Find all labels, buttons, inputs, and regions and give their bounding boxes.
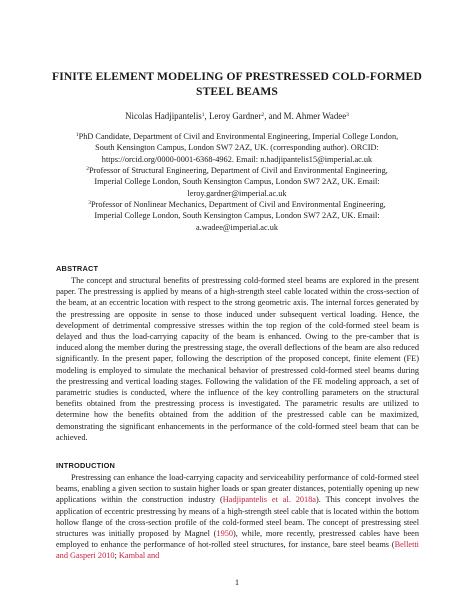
abstract-text: The concept and structural benefits of prestressing cold-formed steel beams are explored in the present paper. The prestressing is applied by means of a high-strength steel cable located within the cross-section of the beam, at an eccentric location with respect to the strong geometric axis. The internal forces generated by the prestressing are opposite in sense to those induced under subsequent vertical loading. Hence, the development of detrimental compressive stresses within the top region of the cold-formed steel beam is delayed and thus the load-carrying capacity of the beam is enhanced. Owing to the pre-camber that is induced along the member during the prestressing stage, the overall deflections of the beam are also reduced significantly. In the present paper, following the description of the proposed concept, finite element (FE) modeling is employed to simulate the mechanical behavior of prestressed cold-formed steel beams during the prestressing and vertical loading stages. Following the validation of the FE modeling approach, a set of parametric studies is conducted, where the influence of the key controlling parameters on the structural benefits obtained from the prestressing process is investigated. The parametric results are utilized to determine how the benefits obtained from the addition of the prestressed cable can be maximized, demonstrating the significant enhancements in the performance of the cold-formed steel beam that can be achieved. [56,276,419,442]
affiliation-line: $^3$Professor of Nonlinear Mechanics, Department of Civil and Environmental Engineering, [88,200,386,209]
affiliation-line: $^2$Professor of Structural Engineering, Department of Civil and Environmental Engineering, [86,166,388,175]
author-name: Nicolas Hadjipantelis [125,111,202,121]
introduction-text: Prestressing can enhance the load-carrying capacity and serviceability performance of cold-formed steel beams, enabling a given section to sustain higher loads or span greater distances, potentially opening up new applications within the construction industry (Hadjipantelis et al. 2018a). This concept involves the application of eccentric prestressing by means of a high-strength steel cable that is located within the bottom hollow flange of the cross-section profile of the cold-formed steel beam. The concept of prestressing steel structures was initially proposed by Magnel (1950), while, more recently, prestressed cables have been employed to enhance the performance of hot-rolled steel structures, for instance, bare steel beams (Belletti and Gasperi 2010; Kambal and [56,473,419,561]
author-marker: 3 [346,112,349,118]
affiliation-line: https://orcid.org/0000-0001-6368-4962. Email: n.hadjipantelis15@imperial.ac.uk [101,154,373,164]
author-name: M. Ahmer Wadee [283,111,347,121]
citation-link[interactable]: Kambal and [118,551,160,561]
abstract-heading: ABSTRACT [56,264,99,273]
title-line-2: STEEL BEAMS [196,85,278,98]
author-marker: 2 [261,112,265,118]
affiliation-line: leroy.gardner@imperial.ac.uk [187,188,287,198]
author-separator: , and [264,111,284,121]
author-list [40,111,434,122]
affiliation-marker: 3 [88,200,92,206]
author-separator: , [204,111,209,121]
affiliation-line: Imperial College London, South Kensington Campus, London SW7 2AZ, UK. Email: [94,211,380,221]
affiliation-2 [56,165,418,199]
title-line-1: FINITE ELEMENT MODELING OF PRESTRESSED COLD-FORMED [52,70,422,83]
author-marker: 1 [201,112,205,118]
page-number: 1 [234,577,240,587]
introduction-heading: INTRODUCTION [56,461,116,470]
affiliation-1 [56,131,418,165]
affiliation-line: South Kensington Campus, London SW7 2AZ, UK. (corresponding author). ORCID: [95,143,379,153]
citation-link[interactable]: 1950 [216,529,234,539]
affiliation-marker: 2 [86,166,89,172]
affiliation-line: $^1$PhD Candidate, Department of Civil and Environmental Engineering, Imperial College London, [75,132,399,141]
affiliation-line: a.wadee@imperial.ac.uk [195,222,279,232]
affiliation-marker: 1 [75,132,79,138]
paper-title [40,69,434,99]
author-name: Leroy Gardner [208,111,262,121]
affiliation-line: Imperial College London, South Kensington Campus, London SW7 2AZ, UK. Email: [94,177,380,187]
citation-link[interactable]: Belletti and Gasperi 2010 [56,540,419,561]
citation-link[interactable]: Hadjipantelis et al. 2018a [222,495,316,505]
affiliation-3 [56,199,418,233]
